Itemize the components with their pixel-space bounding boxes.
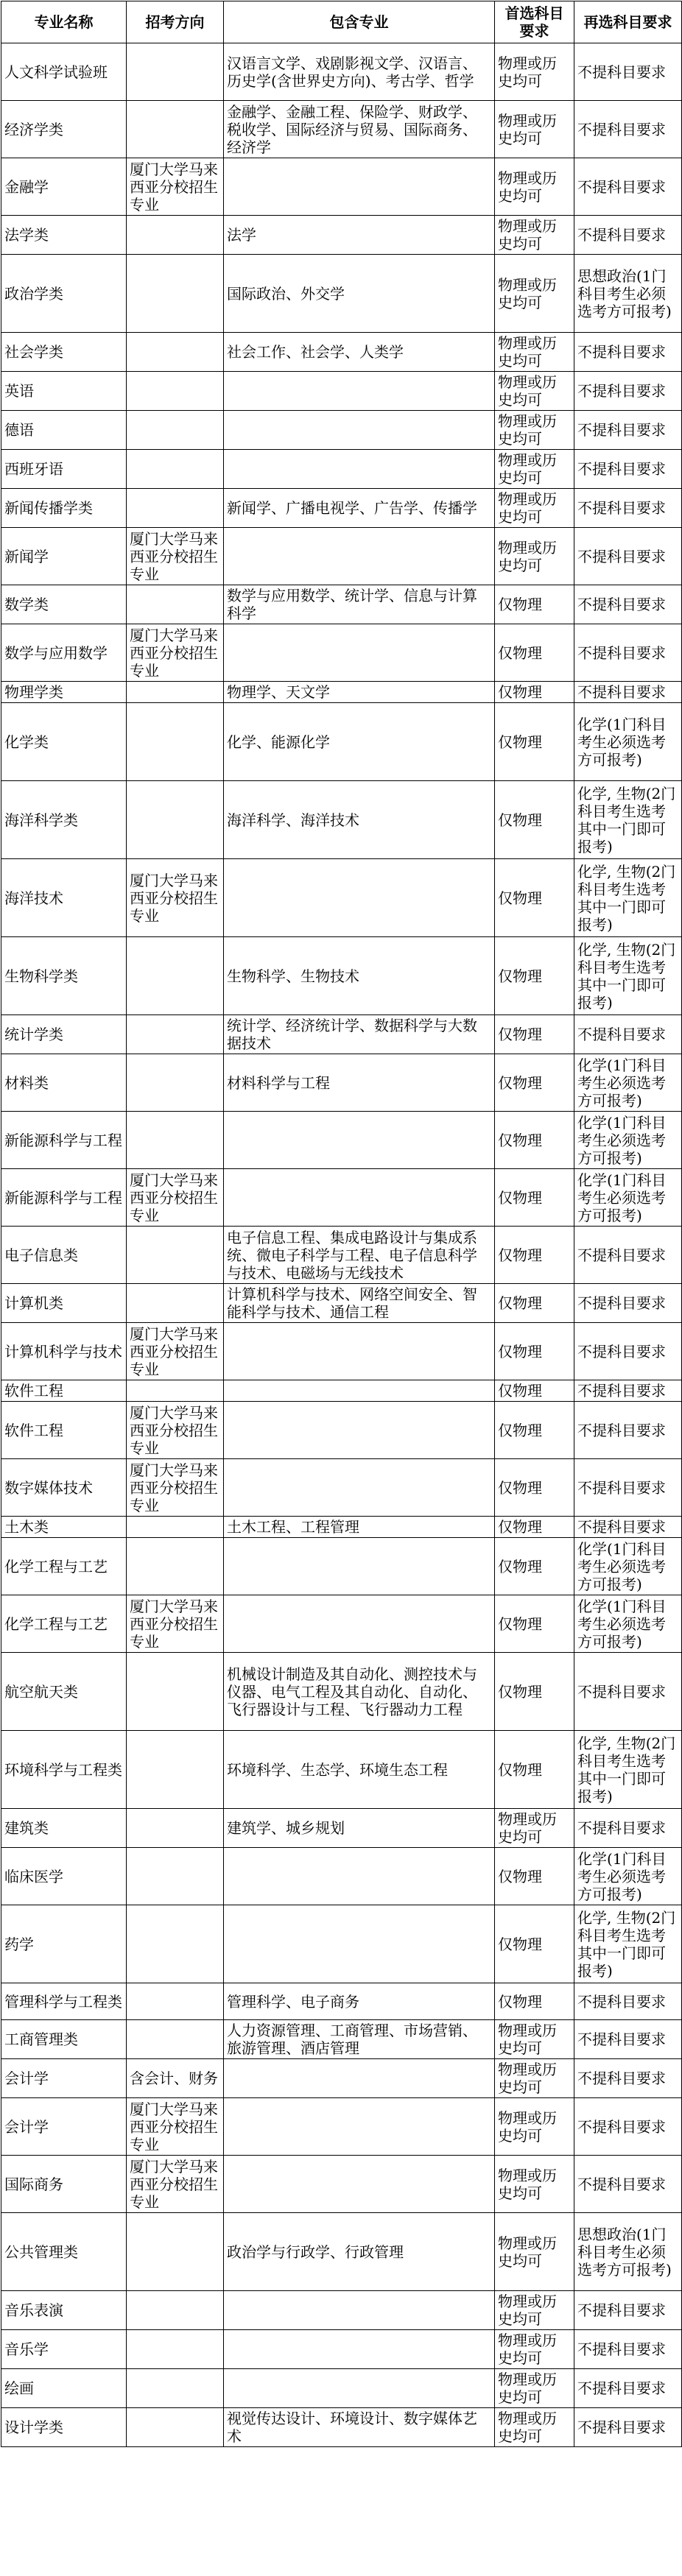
cell-second-subject: 化学, 生物(2门科目考生选考其中一门即可报考) (574, 859, 682, 937)
table-row (1, 1112, 682, 1169)
cell-first-subject: 物理或历史均可 (495, 158, 574, 216)
cell-included-majors: 物理学、天文学 (224, 682, 495, 703)
cell-direction: 厦门大学马来西亚分校招生专业 (127, 2098, 224, 2156)
cell-second-subject: 不提科目要求 (574, 1983, 682, 2020)
cell-included-majors: 金融学、金融工程、保险学、财政学、税收学、国际经济与贸易、国际商务、经济学 (224, 101, 495, 158)
cell-first-subject: 仅物理 (495, 859, 574, 937)
cell-direction (127, 585, 224, 624)
cell-direction (127, 450, 224, 489)
cell-major-name: 化学类 (1, 703, 127, 781)
cell-direction (127, 372, 224, 411)
cell-first-subject: 仅物理 (495, 1227, 574, 1284)
cell-direction (127, 1848, 224, 1905)
cell-included-majors: 新闻学、广播电视学、广告学、传播学 (224, 489, 495, 528)
cell-direction (127, 781, 224, 859)
cell-included-majors: 生物科学、生物技术 (224, 937, 495, 1015)
cell-first-subject: 物理或历史均可 (495, 2156, 574, 2213)
table-body (1, 43, 682, 2447)
cell-major-name: 国际商务 (1, 2156, 127, 2213)
cell-included-majors (224, 450, 495, 489)
cell-included-majors (224, 1323, 495, 1380)
cell-second-subject: 不提科目要求 (574, 2291, 682, 2330)
cell-major-name: 电子信息类 (1, 1227, 127, 1284)
cell-first-subject: 仅物理 (495, 1015, 574, 1054)
cell-included-majors: 土木工程、工程管理 (224, 1517, 495, 1538)
cell-direction (127, 333, 224, 372)
cell-second-subject: 化学(1门科目考生必须选考方可报考) (574, 1595, 682, 1653)
cell-first-subject: 物理或历史均可 (495, 2213, 574, 2291)
cell-direction (127, 2369, 224, 2408)
cell-second-subject: 不提科目要求 (574, 333, 682, 372)
cell-direction (127, 1653, 224, 1731)
cell-major-name: 海洋技术 (1, 859, 127, 937)
cell-direction (127, 1284, 224, 1323)
cell-second-subject: 不提科目要求 (574, 2369, 682, 2408)
cell-direction: 厦门大学马来西亚分校招生专业 (127, 528, 224, 585)
cell-first-subject: 仅物理 (495, 1054, 574, 1112)
table-row (1, 1538, 682, 1595)
cell-direction (127, 411, 224, 450)
table-row (1, 682, 682, 703)
table-row (1, 859, 682, 937)
cell-included-majors (224, 1538, 495, 1595)
cell-first-subject: 物理或历史均可 (495, 450, 574, 489)
table-row (1, 1015, 682, 1054)
cell-direction: 厦门大学马来西亚分校招生专业 (127, 1323, 224, 1380)
cell-second-subject: 化学(1门科目考生必须选考方可报考) (574, 1112, 682, 1169)
table-row (1, 1380, 682, 1402)
cell-included-majors (224, 1380, 495, 1402)
cell-major-name: 计算机科学与技术 (1, 1323, 127, 1380)
cell-first-subject: 仅物理 (495, 1595, 574, 1653)
table-row (1, 1653, 682, 1731)
cell-included-majors (224, 158, 495, 216)
cell-direction (127, 1731, 224, 1809)
table-row (1, 1595, 682, 1653)
cell-major-name: 药学 (1, 1905, 127, 1983)
cell-second-subject: 思想政治(1门科目考生必须选考方可报考) (574, 255, 682, 333)
cell-included-majors (224, 2330, 495, 2369)
cell-second-subject: 不提科目要求 (574, 585, 682, 624)
table-row (1, 372, 682, 411)
cell-major-name: 音乐学 (1, 2330, 127, 2369)
cell-major-name: 经济学类 (1, 101, 127, 158)
table-row (1, 1284, 682, 1323)
cell-second-subject: 不提科目要求 (574, 1517, 682, 1538)
table-row (1, 1905, 682, 1983)
table-row (1, 937, 682, 1015)
cell-first-subject: 仅物理 (495, 1459, 574, 1517)
cell-first-subject: 仅物理 (495, 1112, 574, 1169)
cell-second-subject: 不提科目要求 (574, 1402, 682, 1459)
header-major-name: 专业名称 (1, 1, 127, 43)
cell-first-subject: 仅物理 (495, 1517, 574, 1538)
cell-direction (127, 43, 224, 101)
cell-included-majors (224, 1459, 495, 1517)
cell-direction (127, 1905, 224, 1983)
cell-included-majors: 机械设计制造及其自动化、测控技术与仪器、电气工程及其自动化、自动化、飞行器设计与工程、飞行器动力工程 (224, 1653, 495, 1731)
admission-requirements-table (1, 1, 682, 2447)
cell-first-subject: 物理或历史均可 (495, 2059, 574, 2098)
cell-included-majors: 数学与应用数学、统计学、信息与计算科学 (224, 585, 495, 624)
cell-direction (127, 2408, 224, 2447)
cell-direction (127, 1112, 224, 1169)
cell-major-name: 环境科学与工程类 (1, 1731, 127, 1809)
cell-first-subject: 物理或历史均可 (495, 43, 574, 101)
table-row (1, 2098, 682, 2156)
cell-second-subject: 化学, 生物(2门科目考生选考其中一门即可报考) (574, 937, 682, 1015)
cell-included-majors: 社会工作、社会学、人类学 (224, 333, 495, 372)
cell-first-subject: 仅物理 (495, 703, 574, 781)
table-row (1, 158, 682, 216)
cell-major-name: 新能源科学与工程 (1, 1112, 127, 1169)
cell-included-majors: 统计学、经济统计学、数据科学与大数据技术 (224, 1015, 495, 1054)
cell-included-majors: 汉语言文学、戏剧影视文学、汉语言、历史学(含世界史方向)、考古学、哲学 (224, 43, 495, 101)
cell-included-majors (224, 1595, 495, 1653)
cell-major-name: 软件工程 (1, 1380, 127, 1402)
cell-second-subject: 不提科目要求 (574, 1380, 682, 1402)
cell-direction (127, 1227, 224, 1284)
cell-direction (127, 216, 224, 255)
cell-first-subject: 仅物理 (495, 585, 574, 624)
header-second-subject: 再选科目要求 (574, 1, 682, 43)
cell-included-majors: 国际政治、外交学 (224, 255, 495, 333)
cell-major-name: 建筑类 (1, 1809, 127, 1848)
cell-first-subject: 仅物理 (495, 1169, 574, 1227)
cell-first-subject: 仅物理 (495, 1284, 574, 1323)
cell-direction (127, 2020, 224, 2059)
table-row (1, 781, 682, 859)
cell-major-name: 软件工程 (1, 1402, 127, 1459)
table-row (1, 43, 682, 101)
cell-major-name: 人文科学试验班 (1, 43, 127, 101)
cell-major-name: 化学工程与工艺 (1, 1595, 127, 1653)
cell-included-majors (224, 2291, 495, 2330)
cell-second-subject: 不提科目要求 (574, 2020, 682, 2059)
cell-included-majors: 环境科学、生态学、环境生态工程 (224, 1731, 495, 1809)
cell-direction (127, 937, 224, 1015)
cell-major-name: 新闻传播学类 (1, 489, 127, 528)
cell-major-name: 设计学类 (1, 2408, 127, 2447)
cell-included-majors: 人力资源管理、工商管理、市场营销、旅游管理、酒店管理 (224, 2020, 495, 2059)
cell-included-majors: 法学 (224, 216, 495, 255)
cell-second-subject: 化学, 生物(2门科目考生选考其中一门即可报考) (574, 1731, 682, 1809)
cell-major-name: 临床医学 (1, 1848, 127, 1905)
cell-included-majors: 视觉传达设计、环境设计、数字媒体艺术 (224, 2408, 495, 2447)
cell-direction: 厦门大学马来西亚分校招生专业 (127, 1169, 224, 1227)
cell-first-subject: 仅物理 (495, 682, 574, 703)
cell-direction (127, 682, 224, 703)
table-row (1, 1517, 682, 1538)
cell-included-majors: 管理科学、电子商务 (224, 1983, 495, 2020)
cell-major-name: 绘画 (1, 2369, 127, 2408)
cell-second-subject: 不提科目要求 (574, 1653, 682, 1731)
table-row (1, 2213, 682, 2291)
table-row (1, 2020, 682, 2059)
cell-included-majors (224, 1112, 495, 1169)
cell-direction (127, 1538, 224, 1595)
cell-major-name: 材料类 (1, 1054, 127, 1112)
cell-first-subject: 物理或历史均可 (495, 2291, 574, 2330)
cell-included-majors (224, 2369, 495, 2408)
table-row (1, 585, 682, 624)
table-row (1, 1402, 682, 1459)
cell-major-name: 海洋科学类 (1, 781, 127, 859)
cell-included-majors (224, 2059, 495, 2098)
cell-major-name: 社会学类 (1, 333, 127, 372)
table-row (1, 411, 682, 450)
cell-direction (127, 703, 224, 781)
table-row (1, 528, 682, 585)
cell-major-name: 公共管理类 (1, 2213, 127, 2291)
cell-direction: 厦门大学马来西亚分校招生专业 (127, 1595, 224, 1653)
cell-first-subject: 物理或历史均可 (495, 489, 574, 528)
table-row (1, 101, 682, 158)
cell-second-subject: 不提科目要求 (574, 2059, 682, 2098)
table-row (1, 1054, 682, 1112)
cell-second-subject: 不提科目要求 (574, 2098, 682, 2156)
table-header-row (1, 1, 682, 43)
table-row (1, 2059, 682, 2098)
cell-second-subject: 不提科目要求 (574, 450, 682, 489)
cell-major-name: 工商管理类 (1, 2020, 127, 2059)
cell-second-subject: 不提科目要求 (574, 489, 682, 528)
cell-included-majors (224, 372, 495, 411)
cell-major-name: 政治学类 (1, 255, 127, 333)
cell-included-majors (224, 1169, 495, 1227)
cell-major-name: 会计学 (1, 2059, 127, 2098)
cell-direction: 厦门大学马来西亚分校招生专业 (127, 2156, 224, 2213)
header-first-subject: 首选科目要求 (495, 1, 574, 43)
table-row (1, 333, 682, 372)
cell-first-subject: 物理或历史均可 (495, 2098, 574, 2156)
header-direction: 招考方向 (127, 1, 224, 43)
cell-included-majors (224, 624, 495, 682)
cell-second-subject: 不提科目要求 (574, 43, 682, 101)
cell-major-name: 英语 (1, 372, 127, 411)
table-row (1, 2291, 682, 2330)
cell-first-subject: 物理或历史均可 (495, 2330, 574, 2369)
cell-major-name: 数学与应用数学 (1, 624, 127, 682)
cell-direction (127, 1380, 224, 1402)
cell-second-subject: 不提科目要求 (574, 1459, 682, 1517)
cell-second-subject: 化学(1门科目考生必须选考方可报考) (574, 1538, 682, 1595)
cell-first-subject: 仅物理 (495, 624, 574, 682)
table-row (1, 1323, 682, 1380)
cell-direction: 厦门大学马来西亚分校招生专业 (127, 624, 224, 682)
cell-direction (127, 1983, 224, 2020)
cell-first-subject: 物理或历史均可 (495, 411, 574, 450)
cell-second-subject: 不提科目要求 (574, 2408, 682, 2447)
cell-direction (127, 101, 224, 158)
cell-second-subject: 不提科目要求 (574, 682, 682, 703)
cell-direction (127, 2291, 224, 2330)
cell-included-majors: 计算机科学与技术、网络空间安全、智能科学与技术、通信工程 (224, 1284, 495, 1323)
cell-major-name: 管理科学与工程类 (1, 1983, 127, 2020)
cell-major-name: 统计学类 (1, 1015, 127, 1054)
cell-first-subject: 仅物理 (495, 1848, 574, 1905)
cell-first-subject: 仅物理 (495, 1905, 574, 1983)
cell-major-name: 数字媒体技术 (1, 1459, 127, 1517)
cell-direction (127, 489, 224, 528)
cell-second-subject: 不提科目要求 (574, 1015, 682, 1054)
cell-first-subject: 仅物理 (495, 1323, 574, 1380)
table-row (1, 1227, 682, 1284)
cell-direction: 厦门大学马来西亚分校招生专业 (127, 1459, 224, 1517)
cell-included-majors: 建筑学、城乡规划 (224, 1809, 495, 1848)
cell-second-subject: 不提科目要求 (574, 1284, 682, 1323)
cell-second-subject: 不提科目要求 (574, 411, 682, 450)
table-row (1, 1848, 682, 1905)
cell-second-subject: 化学, 生物(2门科目考生选考其中一门即可报考) (574, 1905, 682, 1983)
cell-first-subject: 仅物理 (495, 1653, 574, 1731)
cell-first-subject: 物理或历史均可 (495, 2408, 574, 2447)
cell-included-majors (224, 1402, 495, 1459)
cell-major-name: 生物科学类 (1, 937, 127, 1015)
cell-included-majors (224, 1848, 495, 1905)
cell-second-subject: 不提科目要求 (574, 158, 682, 216)
cell-direction (127, 2213, 224, 2291)
cell-second-subject: 思想政治(1门科目考生必须选考方可报考) (574, 2213, 682, 2291)
cell-included-majors (224, 859, 495, 937)
cell-direction: 厦门大学马来西亚分校招生专业 (127, 1402, 224, 1459)
cell-second-subject: 不提科目要求 (574, 1809, 682, 1848)
cell-first-subject: 物理或历史均可 (495, 101, 574, 158)
cell-major-name: 航空航天类 (1, 1653, 127, 1731)
cell-second-subject: 不提科目要求 (574, 1227, 682, 1284)
cell-included-majors (224, 1905, 495, 1983)
cell-second-subject: 不提科目要求 (574, 101, 682, 158)
cell-first-subject: 物理或历史均可 (495, 255, 574, 333)
cell-major-name: 会计学 (1, 2098, 127, 2156)
table-row (1, 1983, 682, 2020)
cell-major-name: 西班牙语 (1, 450, 127, 489)
cell-included-majors (224, 411, 495, 450)
table-row (1, 216, 682, 255)
cell-major-name: 音乐表演 (1, 2291, 127, 2330)
cell-first-subject: 仅物理 (495, 1402, 574, 1459)
cell-second-subject: 化学(1门科目考生必须选考方可报考) (574, 703, 682, 781)
cell-first-subject: 仅物理 (495, 1731, 574, 1809)
cell-second-subject: 不提科目要求 (574, 1323, 682, 1380)
cell-direction: 厦门大学马来西亚分校招生专业 (127, 859, 224, 937)
table-row (1, 489, 682, 528)
cell-major-name: 金融学 (1, 158, 127, 216)
table-row (1, 624, 682, 682)
table-row (1, 1169, 682, 1227)
table-row (1, 1459, 682, 1517)
cell-direction (127, 1054, 224, 1112)
cell-direction: 厦门大学马来西亚分校招生专业 (127, 158, 224, 216)
cell-major-name: 新闻学 (1, 528, 127, 585)
cell-major-name: 法学类 (1, 216, 127, 255)
cell-major-name: 计算机类 (1, 1284, 127, 1323)
cell-second-subject: 不提科目要求 (574, 216, 682, 255)
table-row (1, 2369, 682, 2408)
cell-second-subject: 化学, 生物(2门科目考生选考其中一门即可报考) (574, 781, 682, 859)
cell-first-subject: 物理或历史均可 (495, 372, 574, 411)
table-row (1, 1731, 682, 1809)
cell-major-name: 化学工程与工艺 (1, 1538, 127, 1595)
cell-second-subject: 化学(1门科目考生必须选考方可报考) (574, 1848, 682, 1905)
cell-second-subject: 不提科目要求 (574, 624, 682, 682)
cell-direction: 含会计、财务 (127, 2059, 224, 2098)
cell-major-name: 德语 (1, 411, 127, 450)
cell-direction (127, 1809, 224, 1848)
cell-first-subject: 仅物理 (495, 781, 574, 859)
cell-included-majors (224, 528, 495, 585)
table-row (1, 1809, 682, 1848)
cell-second-subject: 化学(1门科目考生必须选考方可报考) (574, 1054, 682, 1112)
cell-major-name: 新能源科学与工程 (1, 1169, 127, 1227)
cell-included-majors (224, 2098, 495, 2156)
cell-included-majors: 政治学与行政学、行政管理 (224, 2213, 495, 2291)
cell-included-majors: 海洋科学、海洋技术 (224, 781, 495, 859)
cell-first-subject: 物理或历史均可 (495, 528, 574, 585)
cell-major-name: 土木类 (1, 1517, 127, 1538)
cell-first-subject: 仅物理 (495, 1380, 574, 1402)
cell-second-subject: 不提科目要求 (574, 2330, 682, 2369)
cell-direction (127, 255, 224, 333)
cell-major-name: 数学类 (1, 585, 127, 624)
cell-included-majors: 电子信息工程、集成电路设计与集成系统、微电子科学与工程、电子信息科学与技术、电磁场与无线技术 (224, 1227, 495, 1284)
cell-direction (127, 1517, 224, 1538)
cell-first-subject: 物理或历史均可 (495, 2369, 574, 2408)
table-row (1, 2330, 682, 2369)
table-row (1, 2156, 682, 2213)
cell-second-subject: 化学(1门科目考生必须选考方可报考) (574, 1169, 682, 1227)
table-row (1, 450, 682, 489)
table-row (1, 703, 682, 781)
cell-included-majors: 化学、能源化学 (224, 703, 495, 781)
cell-first-subject: 物理或历史均可 (495, 333, 574, 372)
cell-first-subject: 物理或历史均可 (495, 2020, 574, 2059)
cell-included-majors: 材料科学与工程 (224, 1054, 495, 1112)
cell-first-subject: 物理或历史均可 (495, 1809, 574, 1848)
cell-second-subject: 不提科目要求 (574, 528, 682, 585)
table-row (1, 2408, 682, 2447)
cell-second-subject: 不提科目要求 (574, 372, 682, 411)
header-included-majors: 包含专业 (224, 1, 495, 43)
cell-major-name: 物理学类 (1, 682, 127, 703)
cell-first-subject: 仅物理 (495, 1983, 574, 2020)
cell-first-subject: 物理或历史均可 (495, 216, 574, 255)
cell-direction (127, 2330, 224, 2369)
table-row (1, 255, 682, 333)
cell-second-subject: 不提科目要求 (574, 2156, 682, 2213)
cell-direction (127, 1015, 224, 1054)
cell-first-subject: 仅物理 (495, 1538, 574, 1595)
cell-first-subject: 仅物理 (495, 937, 574, 1015)
cell-included-majors (224, 2156, 495, 2213)
